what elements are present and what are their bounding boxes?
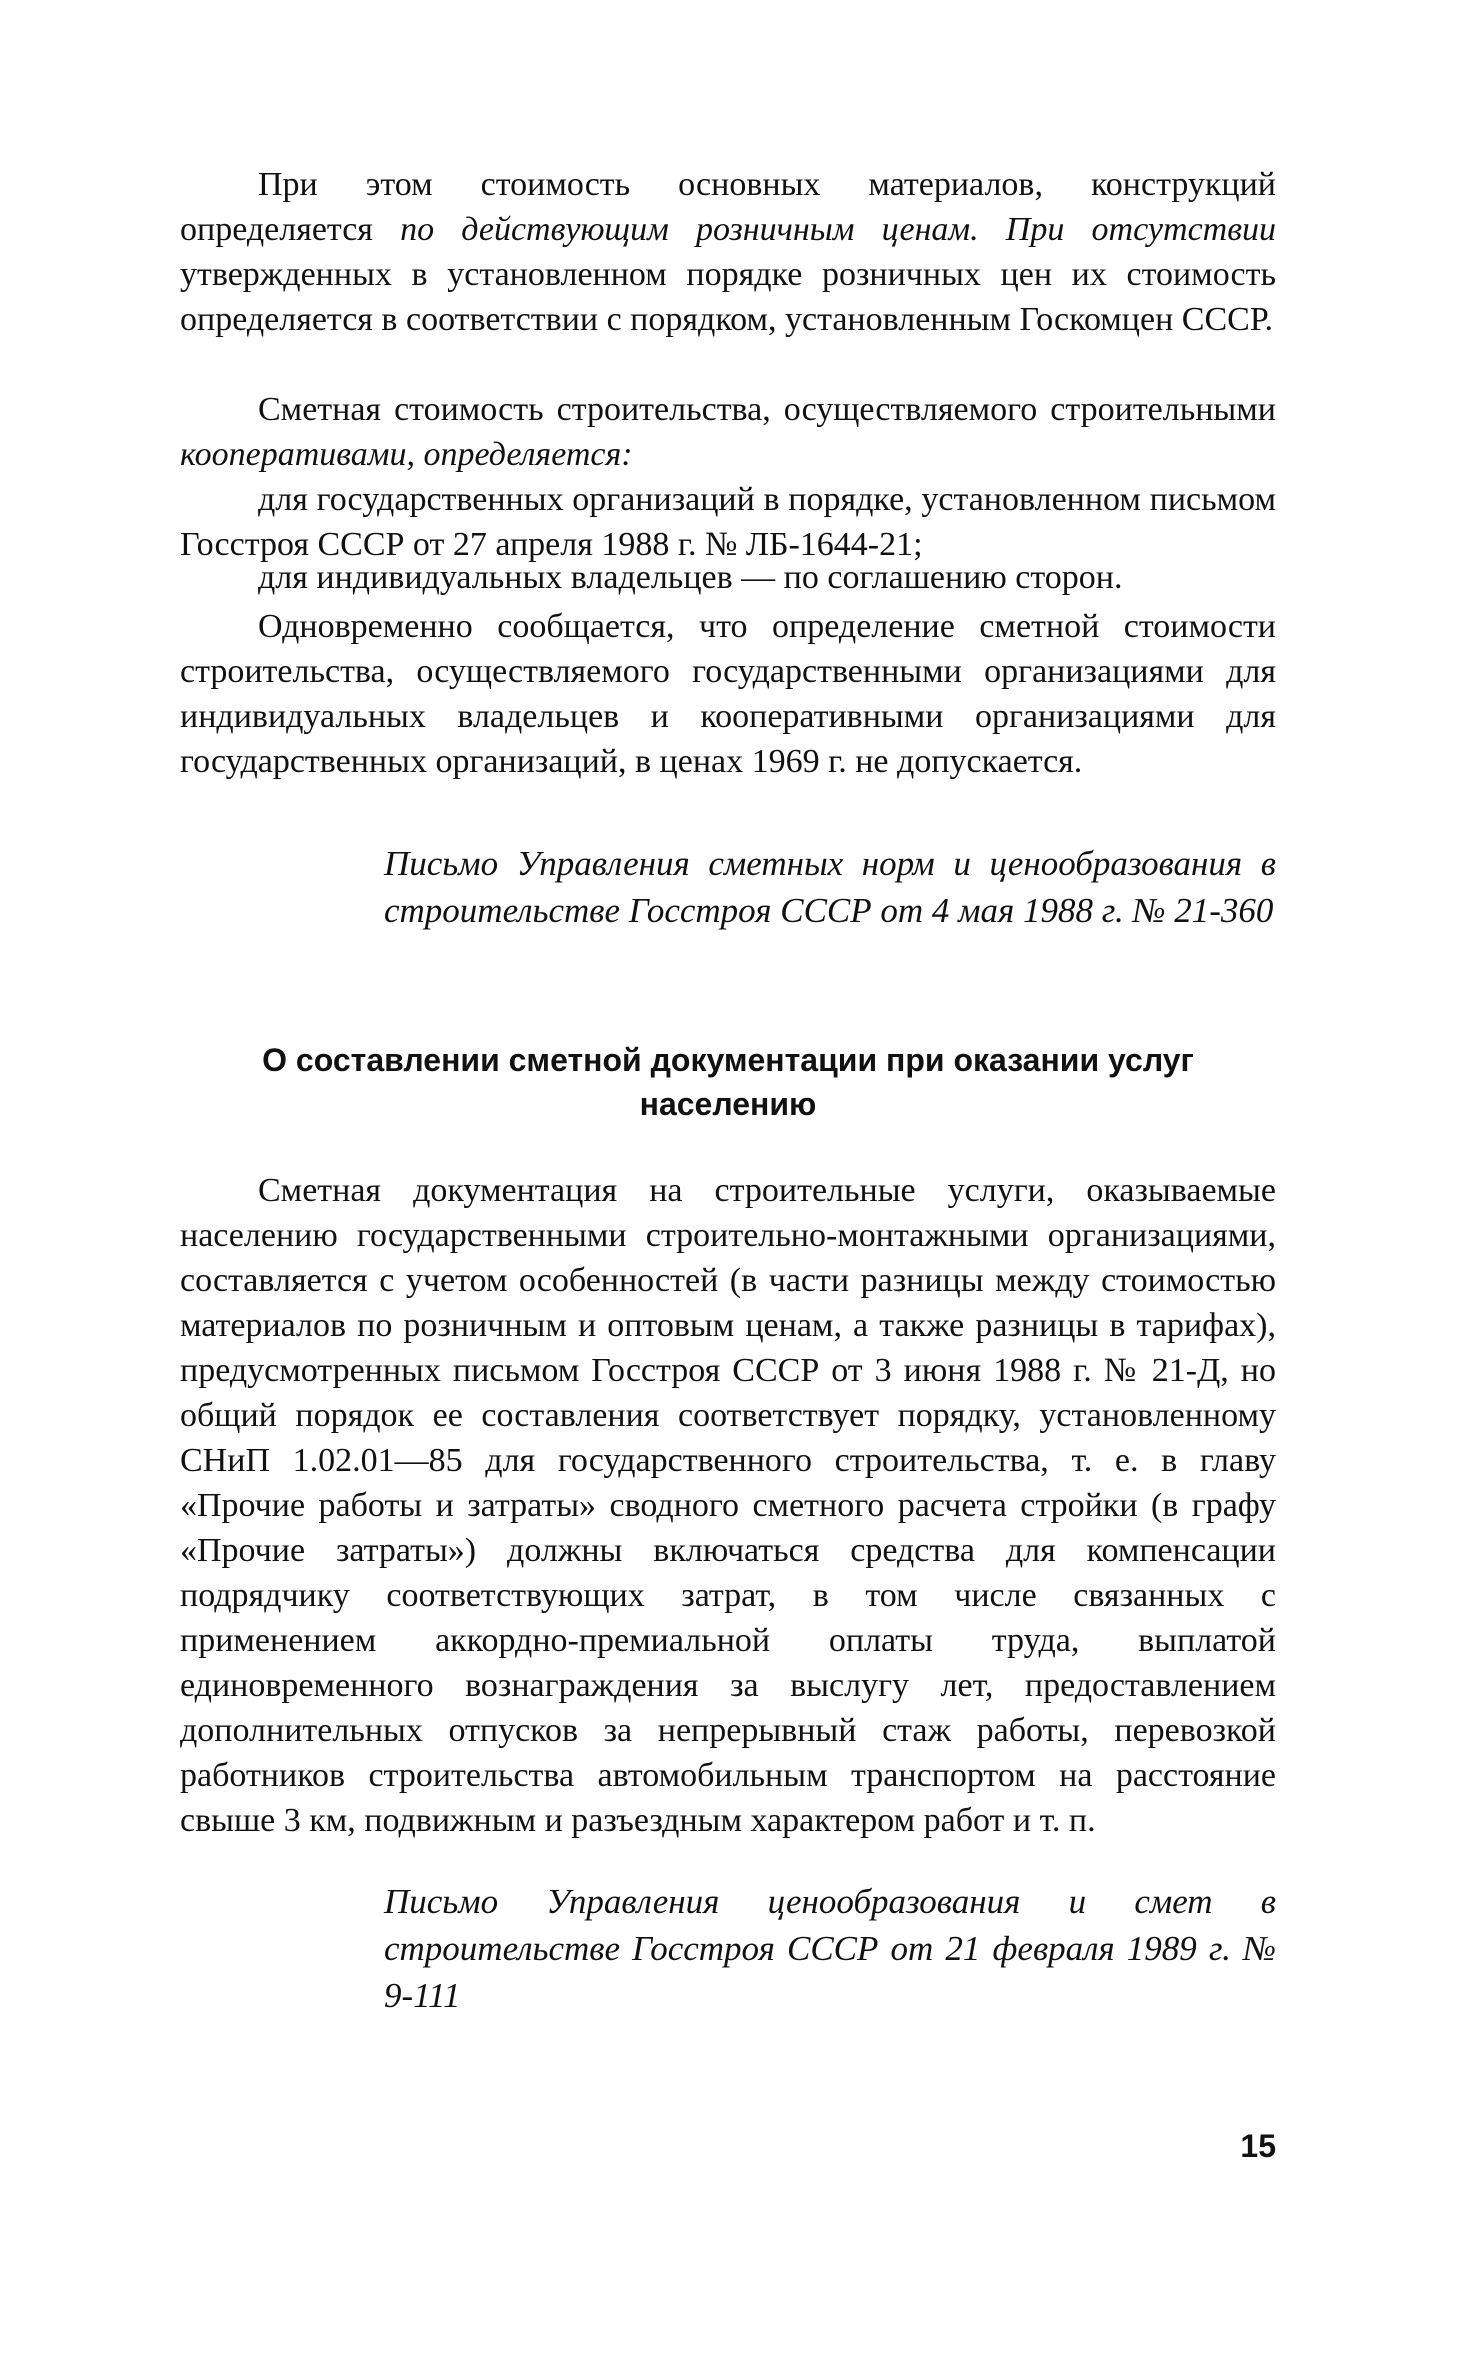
signature-letter-1989: Письмо Управления ценообразования и смет в строительстве Госстроя СССР от 21 февраля 1989 г. № 9-111 [384,1882,1276,2015]
paragraph-services-documentation: Сметная документация на строительные услуги, оказываемые населению государственными строительно-монтажными организациями, составляется с учетом особенностей (в части разницы между стоимостью материалов по розничным и оптовым ценам, а также разницы в тарифах), предусмотренных письмом Госстроя СССР от 3 июня 1988 г. № 21-Д, но общий порядок ее составления соответствует порядку, установленному СНиП 1.02.01—85 для государственного строительства, т. е. в главу «Прочие работы и затраты» сводного сметного расчета стройки (в графу «Прочие затраты») должны включаться средства для компенсации подрядчику соответствующих затрат, в том числе связанных с применением аккордно-премиальной оплаты труда, выплатой единовременного вознаграждения за выслугу лет, предоставлением дополнительных отпусков за непрерывный стаж работы, перевозкой работников строительства автомобильным транспортом на расстояние свыше 3 км, подвижным и разъездным характером работ и т. п. [180,1172,1276,1839]
paragraph-cooperatives-text-italic: кооперативами, определяется: [180,436,633,473]
paragraph-materials-cost-text-c: утвержденных в установленном порядке розничных цен их стоимость определяется в соответствии с порядком, установленным Госкомцен СССР. [180,256,1276,338]
paragraph-cooperatives-text-a: Сметная стоимость строительства, осуществляемого строительными [258,391,1276,428]
paragraph-materials-cost-text-a: При этом стоимость основных материалов, конструкций определяется [180,166,1276,248]
paragraph-state-organizations: для государственных организаций в порядке, установленном письмом Госстроя СССР от 27 апреля 1988 г. № ЛБ-1644-21; [180,481,1276,563]
section-heading: О составлении сметной документации при оказании услуг населению [262,1042,1194,1122]
signature-letter-1988: Письмо Управления сметных норм и ценообразования в строительстве Госстроя СССР от 4 мая 1988 г. № 21-360 [384,844,1276,930]
paragraph-cooperatives [180,387,1276,477]
page-number: 15 [1240,2128,1276,2164]
paragraph-individual-owners: для индивидуальных владельцев — по соглашению сторон. [258,559,1123,596]
paragraph-notice: Одновременно сообщается, что определение сметной стоимости строительства, осуществляемого государственными организациями для индивидуальных владельцев и кооперативными организациями для государственных организаций, в ценах 1969 г. не допускается. [180,608,1276,780]
paragraph-materials-cost-text-italic: по действующим розничным ценам. При отсутствии [400,211,1276,248]
paragraph-materials-cost [180,162,1276,342]
